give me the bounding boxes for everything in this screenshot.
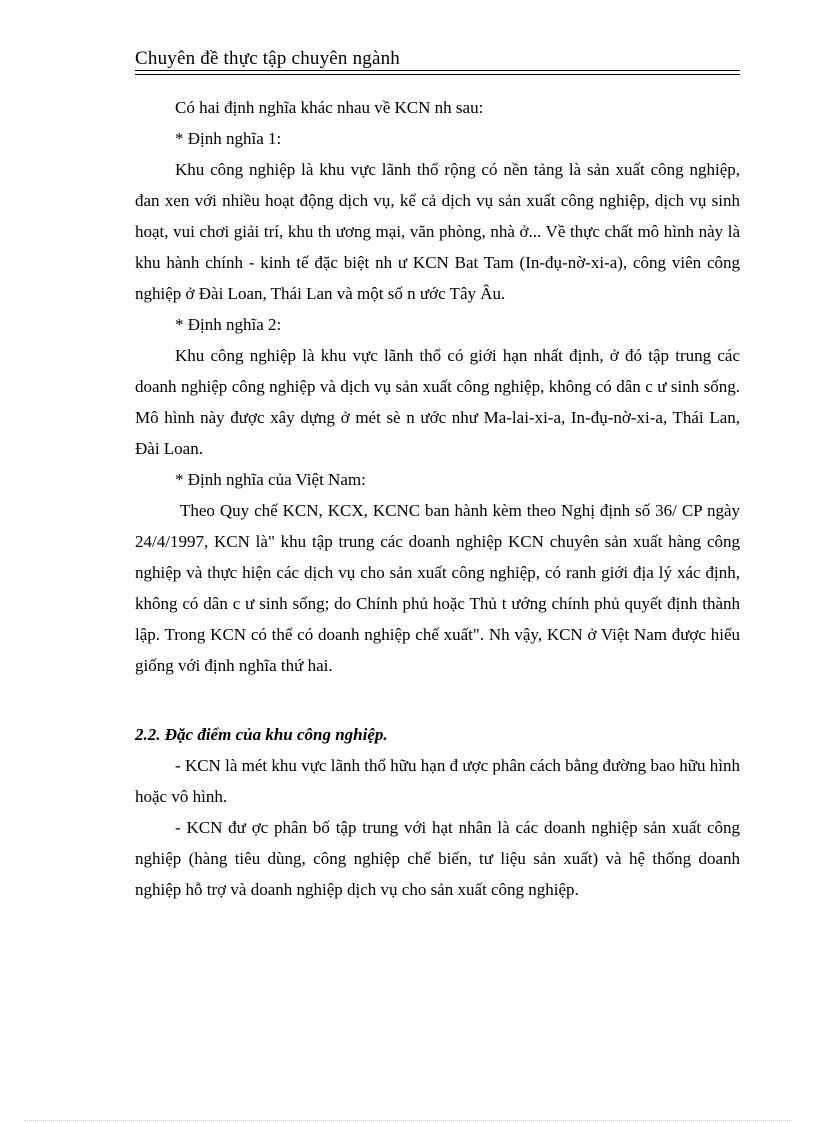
definition-1-label: * Định nghĩa 1: bbox=[175, 129, 282, 148]
definition-2-text: Khu công nghiệp là khu vực lãnh thổ có giới hạn nhất định, ở đó tập trung các doanh nghiệp công nghiệp và dịch vụ sản xuất công nghiệp, không có dân c ư sinh sống. Mô hình này được xây dựng ở mét sè n ước như Ma-lai-xi-a, In-đụ-nờ-xi-a, Thái Lan, Đài Loan. bbox=[135, 346, 740, 458]
section-heading: 2.2. Đặc điểm của khu công nghiệp. bbox=[135, 725, 388, 744]
header-rule-thin bbox=[135, 74, 740, 75]
page-header-title: Chuyên đề thực tập chuyên ngành bbox=[135, 48, 401, 69]
page-bottom-divider bbox=[24, 1120, 792, 1121]
definition-2-label: * Định nghĩa 2: bbox=[175, 315, 282, 334]
feature-item-2: - KCN đư ợc phân bố tập trung với hạt nhân là các doanh nghiệp sản xuất công nghiệp (hàng tiêu dùng, công nghiệp chế biến, tư liệu sản xuất) và hệ thống doanh nghiệp hỗ trợ và doanh nghiệp dịch vụ cho sản xuất công nghiệp. bbox=[135, 818, 740, 899]
header-rule-thick bbox=[135, 70, 740, 71]
document-body bbox=[135, 92, 740, 905]
definition-1-text: Khu công nghiệp là khu vực lãnh thổ rộng có nền tảng là sản xuất công nghiệp, đan xen với nhiều hoạt động dịch vụ, kể cả dịch vụ sản xuất công nghiệp, dịch vụ sinh hoạt, vui chơi giải trí, khu th ương mại, văn phòng, nhà ở... Về thực chất mô hình này là khu hành chính - kinh tế đặc biệt nh ư KCN Bat Tam (In-đụ-nờ-xi-a), công viên công nghiệp ở Đài Loan, Thái Lan và một số n ước Tây Âu. bbox=[135, 160, 740, 303]
feature-item-1: - KCN là mét khu vực lãnh thổ hữu hạn đ ược phân cách bằng đường bao hữu hình hoặc vô hình. bbox=[135, 756, 740, 806]
paragraph-intro: Có hai định nghĩa khác nhau về KCN nh sau: bbox=[175, 98, 484, 117]
definition-vn-label: * Định nghĩa của Việt Nam: bbox=[175, 470, 366, 489]
definition-vn-text: Theo Quy chế KCN, KCX, KCNC ban hành kèm theo Nghị định số 36/ CP ngày 24/4/1997, KCN là" khu tập trung các doanh nghiệp KCN chuyên sản xuất hàng công nghiệp và thực hiện các dịch vụ cho sản xuất công nghiệp, có ranh giới địa lý xác định, không có dân c ư sinh sống; do Chính phủ hoặc Thủ t ướng chính phủ quyết định thành lập. Trong KCN có thể có doanh nghiệp chế xuất". Nh vậy, KCN ở Việt Nam được hiểu giống với định nghĩa thứ hai. bbox=[135, 501, 740, 675]
